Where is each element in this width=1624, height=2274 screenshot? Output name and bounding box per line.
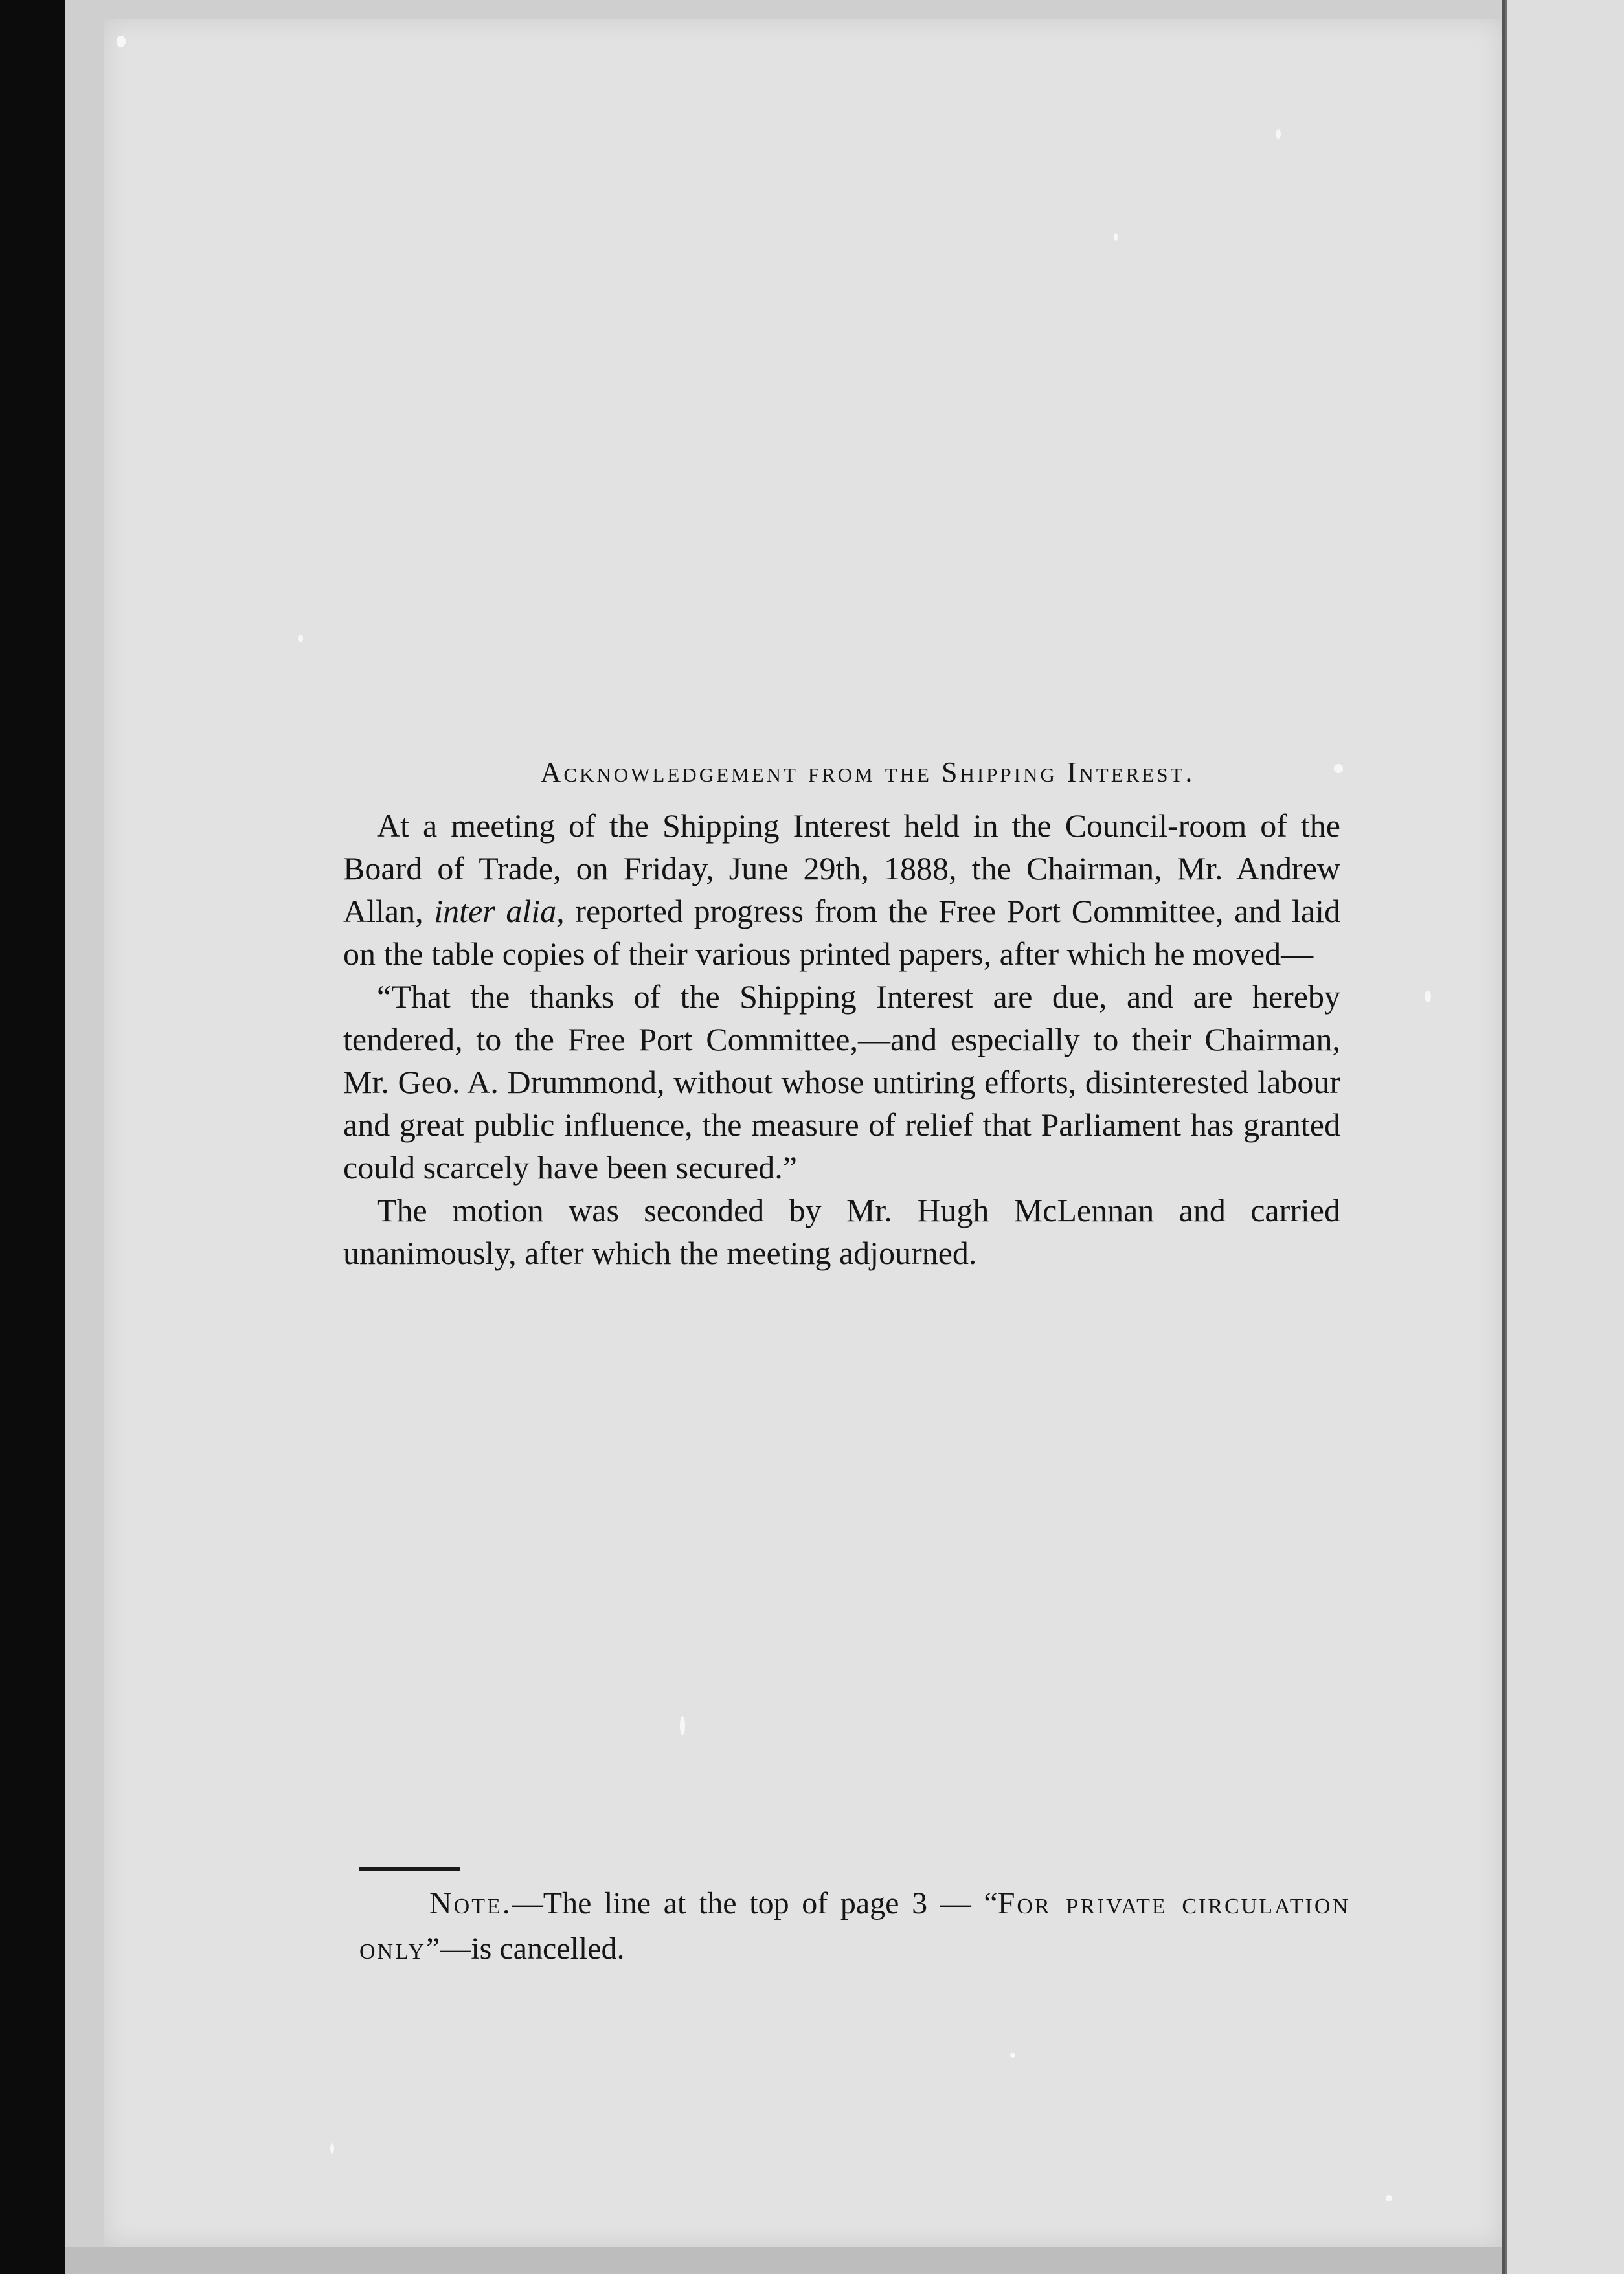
speck: [330, 2143, 334, 2154]
speck: [1386, 2195, 1392, 2201]
footnote-divider: [359, 1867, 460, 1871]
paragraph-motion: The motion was seconded by Mr. Hugh McLennan and carried unanimously, after which the meeting adjourned.: [343, 1192, 1340, 1271]
footnote-small-caps: For private circulation only: [359, 1886, 1350, 1966]
adjacent-page: [1504, 0, 1624, 2274]
footnote-label: Note.: [429, 1886, 512, 1920]
speck: [680, 1716, 685, 1735]
page-fold: [1502, 0, 1505, 2274]
footnote: [359, 1881, 1350, 1972]
speck: [1114, 233, 1118, 241]
bottom-edge: [65, 2247, 1624, 2274]
speck: [298, 635, 303, 642]
paragraph-meeting: [343, 804, 1340, 975]
paragraph-meeting-start: At a meeting of the Shipping Interest held in the Council-room of the Board of Trade, on Friday, June 29th, 1888, the Chairman, Mr. Andrew Allan,: [343, 807, 1340, 929]
paragraph-meeting-end: reported progress from the Free Port Committee, and laid on the table copies of their various printed papers, after which he moved—: [343, 893, 1340, 972]
speck: [1276, 129, 1281, 139]
speck: [117, 36, 126, 47]
speck: [1010, 2053, 1015, 2058]
speck: [1425, 991, 1431, 1002]
main-text: [343, 751, 1340, 1274]
footnote-text-end: ”—is cancelled.: [426, 1931, 625, 1966]
section-heading: Acknowledgement from the Shipping Interest.: [540, 756, 1195, 788]
paragraph-meeting-italic: inter alia,: [434, 893, 565, 929]
footnote-text-start: —The line at the top of page 3 — “: [512, 1886, 998, 1920]
paragraph-resolution: “That the thanks of the Shipping Interest are due, and are hereby tendered, to the Free Port Committee,—and especially to their Chairman, Mr. Geo. A. Drummond, without whose untiring efforts, disinterested labour and great public influence, the measure of relief that Parliament has granted could scarcely have been secured.”: [343, 978, 1340, 1186]
